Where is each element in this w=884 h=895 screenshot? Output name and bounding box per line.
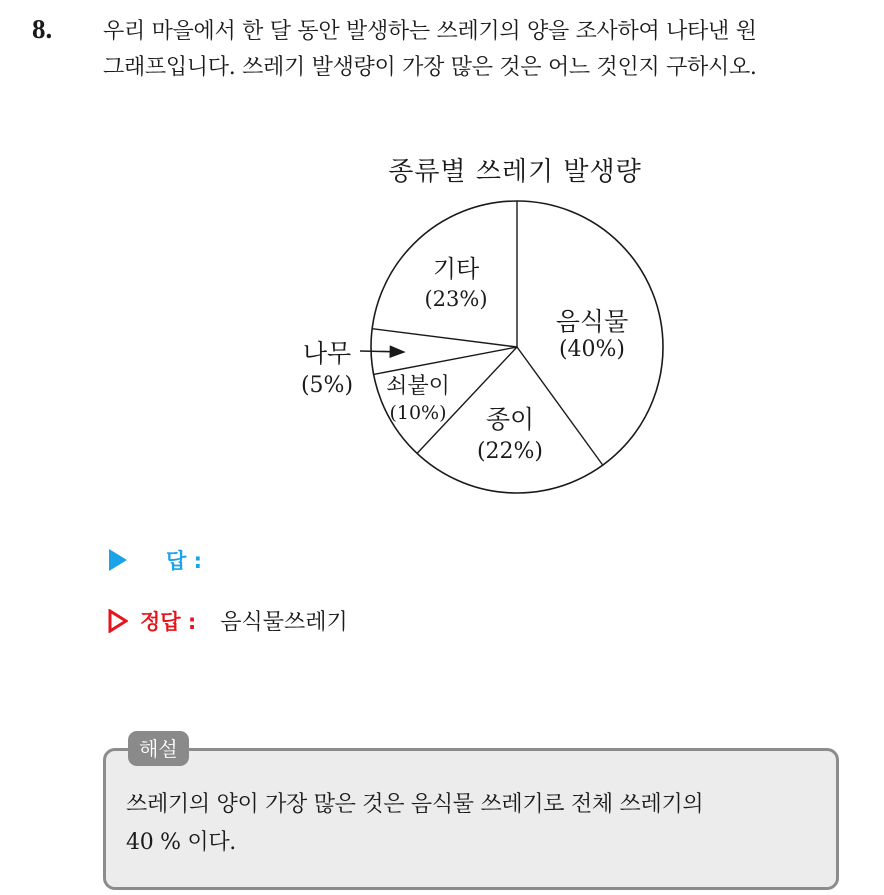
answer-prompt-row [108, 545, 202, 575]
correct-answer-label: 정답 : [140, 609, 197, 634]
explanation-text [126, 786, 826, 862]
slice-label-food: 음식물 [555, 307, 629, 336]
pie-slice-boundary-other [372, 329, 517, 347]
slice-value-metal: (10%) [389, 402, 447, 424]
slice-value-other: (23%) [424, 287, 488, 311]
question-line-2: 그래프입니다. 쓰레기 발생량이 가장 많은 것은 어느 것인지 구하시오. [103, 55, 757, 80]
slice-value-food: (40%) [558, 337, 626, 362]
answer-prompt-label: 답 : [166, 549, 202, 573]
question-line-1: 우리 마을에서 한 달 동안 발생하는 쓰레기의 양을 조사하여 나타낸 원 [103, 19, 757, 44]
chart-title: 종류별 쓰레기 발생량 [388, 157, 642, 187]
slice-label-metal: 쇠붙이 [386, 374, 450, 399]
slice-value-wood: (5%) [300, 373, 354, 398]
correct-answer-row [108, 605, 348, 636]
slice-label-other: 기타 [432, 255, 480, 283]
filled-triangle-icon [108, 548, 128, 572]
question-number: 8. [32, 14, 53, 44]
slice-label-paper: 종이 [485, 405, 535, 434]
slice-value-paper: (22%) [476, 439, 544, 464]
correct-answer-value: 음식물쓰레기 [220, 610, 348, 635]
wood-arrow [360, 351, 404, 352]
outlined-triangle-icon [108, 609, 128, 633]
explanation-line-1: 쓰레기의 양이 가장 많은 것은 음식물 쓰레기로 전체 쓰레기의 [126, 792, 704, 817]
slice-label-wood: 나무 [302, 339, 352, 368]
explanation-tag: 해설 [128, 731, 189, 766]
explanation-line-2: 40 % 이다. [126, 830, 236, 855]
